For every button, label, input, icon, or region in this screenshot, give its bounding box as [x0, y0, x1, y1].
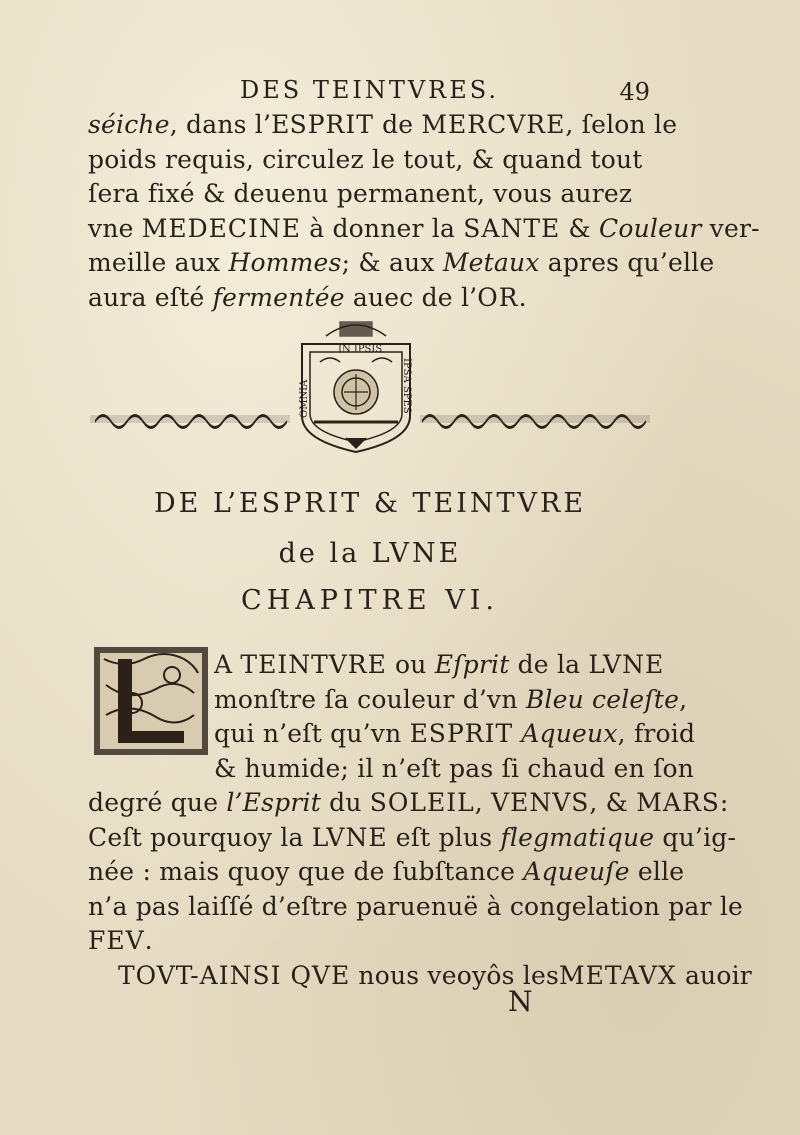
italic-word: Eſprit — [434, 650, 510, 679]
text-run: apres qu’elle — [539, 248, 715, 277]
small-caps-word: SOLEIL — [369, 788, 475, 817]
running-title: DES TEINTVRES. — [240, 76, 499, 104]
text-run: ver- — [701, 213, 760, 243]
text-run: aura eſté — [88, 282, 213, 312]
catchword: N — [508, 985, 533, 1018]
italic-word: fermentée — [212, 282, 345, 312]
italic-word: Metaux — [442, 248, 540, 277]
text-run: & — [560, 213, 599, 243]
text-line — [88, 108, 678, 143]
small-caps-word: TEINTVRE — [240, 650, 387, 679]
text-run: de la — [509, 650, 589, 679]
italic-word: séiche — [88, 110, 170, 139]
small-caps-word: OR — [477, 282, 519, 312]
text-run: qui n’eſt qu’vn — [214, 719, 410, 748]
text-run: elle — [629, 857, 685, 886]
paragraph-top — [88, 108, 760, 315]
text-run: du — [320, 788, 370, 817]
text-line — [88, 648, 665, 683]
vignette-motto-right: IPSA SPES — [401, 358, 412, 414]
text-line — [88, 959, 752, 994]
small-caps-word: SPRIT — [289, 110, 374, 139]
text-run: auec de l’ — [344, 282, 478, 312]
text-run: de — [373, 110, 422, 139]
italic-word: Aqueux — [521, 719, 618, 748]
text-line — [88, 821, 737, 856]
text-run: nous veoyôs les — [350, 960, 559, 990]
text-line — [88, 281, 658, 316]
chapter-label: CHAPITRE VI. — [241, 585, 499, 616]
small-caps-word: FEV — [88, 926, 145, 955]
text-line — [88, 924, 658, 959]
running-header — [240, 76, 660, 104]
page-number: 49 — [619, 78, 650, 106]
chapter-title-line1: DE L’ESPRIT & TEINTVRE — [153, 488, 587, 519]
italic-word: l’Esprit — [226, 788, 321, 817]
text-line: poids requis, circulez le tout, & quand tout — [88, 144, 643, 174]
text-run: A — [214, 650, 241, 679]
text-run: auoir — [676, 960, 752, 990]
text-run: , ſelon le — [565, 110, 678, 139]
small-caps-word: VENVS — [491, 788, 590, 817]
text-run: . — [518, 282, 527, 312]
text-run: vne — [88, 213, 142, 243]
italic-word: Aqueuſe — [523, 857, 630, 886]
chapter-title-line2: de la LVNE — [278, 538, 462, 569]
text-run: , froid — [617, 719, 696, 748]
text-run: à donner la — [301, 213, 464, 243]
text-run: : — [719, 788, 729, 817]
text-line: ſera fixé & deuenu permanent, vous aurez — [88, 179, 633, 208]
italic-word: flegmatique — [500, 822, 655, 852]
small-caps-word: ESPRIT — [409, 719, 514, 748]
vignette-motto-left: OMNIA — [299, 379, 310, 418]
text-run: , — [474, 788, 492, 817]
vignette-motto-top: IN IPSIS — [338, 344, 383, 355]
text-line: n’a pas laiſſé d’eſtre paruenuë à congelation par le — [88, 891, 744, 921]
italic-word: Bleu celeſte — [525, 684, 680, 714]
text-line — [88, 246, 715, 281]
italic-word: Couleur — [599, 213, 702, 243]
text-run: meille aux — [88, 248, 229, 277]
text-run: , dans l’E — [169, 110, 290, 139]
text-run: ; & aux — [341, 248, 443, 277]
text-run: eſt plus — [387, 822, 501, 852]
text-line — [88, 683, 688, 718]
text-line — [88, 786, 729, 821]
small-caps-word: MERCVRE — [421, 110, 566, 139]
text-run: née : mais quoy que de ſubſtance — [88, 857, 524, 886]
text-run: monſtre ſa couleur d’vn — [214, 684, 526, 714]
paragraph-chapter — [88, 648, 752, 993]
small-caps-word: LVNE — [311, 822, 388, 852]
text-run: , & — [589, 788, 637, 817]
text-line — [88, 855, 685, 890]
text-run: degré que — [88, 788, 227, 817]
text-line — [88, 717, 696, 752]
italic-word: Hommes — [228, 248, 342, 277]
text-line: & humide; il n’eſt pas ſi chaud en ſon — [214, 753, 695, 783]
text-run: . — [144, 926, 153, 955]
small-caps-word: MEDECINE — [141, 213, 302, 243]
printer-device-vignette — [296, 318, 416, 456]
text-run: Ceſt pourquoy la — [88, 822, 312, 852]
small-caps-word: METAVX — [558, 960, 677, 990]
small-caps-word: LVNE — [588, 650, 665, 679]
text-run: qu’ig- — [654, 822, 737, 852]
small-caps-word: TOVT-AINSI QVE — [118, 960, 351, 990]
fleuron-left-group — [90, 414, 290, 429]
text-line — [88, 212, 760, 247]
small-caps-word: SANTE — [463, 213, 561, 243]
text-run: ou — [386, 650, 435, 679]
fleuron-right-group — [420, 414, 650, 429]
small-caps-word: MARS — [636, 788, 720, 817]
text-run: , — [679, 684, 688, 714]
